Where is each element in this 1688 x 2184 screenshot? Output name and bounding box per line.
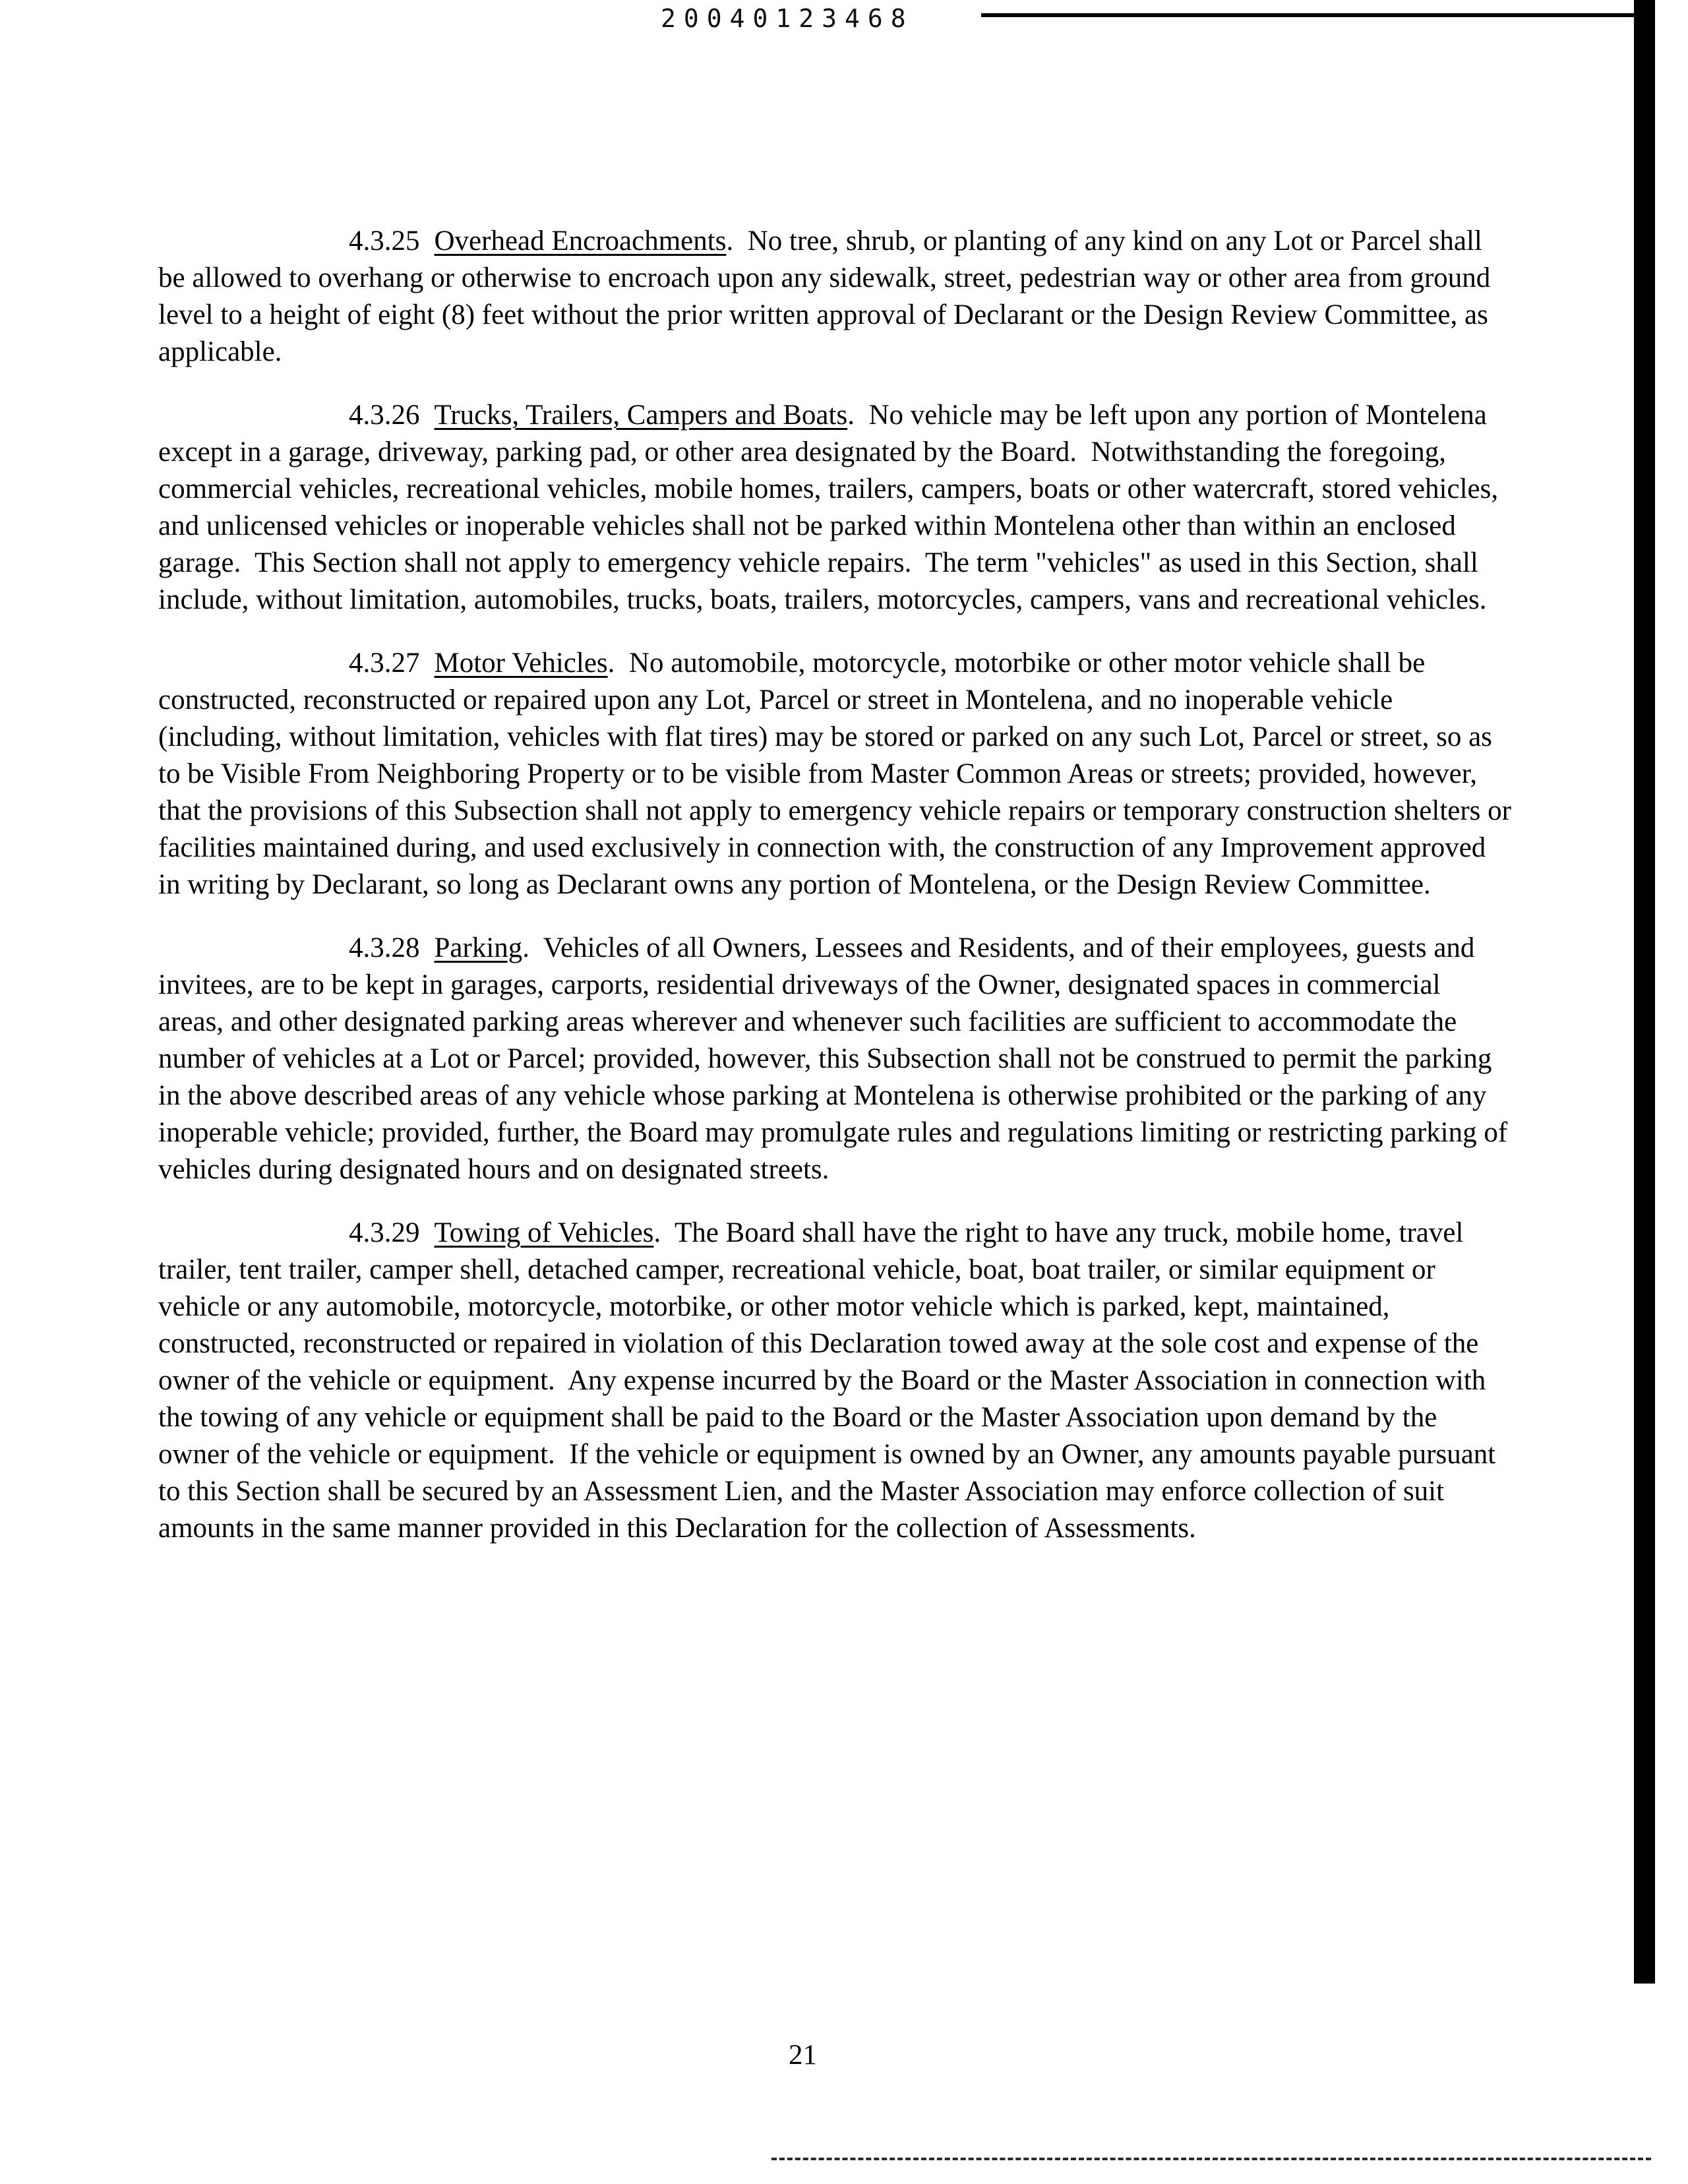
section-paragraph-4-3-27 — [158, 645, 1519, 903]
section-paragraph-4-3-28 — [158, 930, 1515, 1188]
section-body-text: . No vehicle may be left upon any portion of Montelena except in a garage, driveway, parking pad, or other area designated by the Board. Notwithstanding the foregoing, commercial vehicles, recreational vehicles, mobile homes, trailers, campers, boats or other watercraft, stored vehicles, and unlicensed vehicles or inoperable vehicles shall not be parked within Montelena other than within an enclosed garage. This Section shall not apply to emergency vehicle repairs. The term "vehicles" as used in this Section, shall include, without limitation, automobiles, trucks, boats, trailers, motorcycles, campers, vans and recreational vehicles. — [158, 400, 1505, 615]
section-body-text: . No automobile, motorcycle, motorbike or other motor vehicle shall be constructed, reconstructed or repaired upon any Lot, Parcel or street in Montelena, and no inoperable vehicle (including, without limitation, vehicles with flat tires) may be stored or parked on any such Lot, Parcel or street, so as to be Visible From Neighboring Property or to be visible from Master Common Areas or streets; provided, however, that the provisions of this Subsection shall not apply to emergency vehicle repairs or temporary construction shelters or facilities maintained during, and used exclusively in connection with, the construction of any Improvement approved in writing by Declarant, so long as Declarant owns any portion of Montelena, or the Design Review Committee. — [158, 648, 1519, 900]
section-number: 4.3.28 — [349, 932, 420, 963]
bottom-dashed-rule — [771, 2158, 1651, 2160]
section-title: Trucks, Trailers, Campers and Boats — [434, 400, 848, 431]
section-title: Parking — [434, 932, 523, 963]
section-number: 4.3.25 — [349, 226, 420, 257]
section-body-text: . No tree, shrub, or planting of any kind on any Lot or Parcel shall be allowed to overhang or otherwise to encroach upon any sidewalk, street, pedestrian way or other area from ground level to a height of eight (8) feet without the prior written approval of Declarant or the Design Review Committee, as applicable. — [158, 226, 1498, 367]
section-number: 4.3.26 — [349, 400, 420, 431]
section-paragraph-4-3-26 — [158, 397, 1511, 619]
section-paragraph-4-3-29 — [158, 1215, 1511, 1547]
document-body — [158, 223, 1519, 1547]
page-number: 21 — [789, 2040, 817, 2071]
section-title: Overhead Encroachments — [434, 226, 727, 257]
section-body-text: . Vehicles of all Owners, Lessees and Residents, and of their employees, guests and invitees, are to be kept in garages, carports, residential driveways of the Owner, designated spaces in commercial areas, and other designated parking areas wherever and whenever such facilities are sufficient to accommodate the number of vehicles at a Lot or Parcel; provided, however, this Subsection shall not be construed to permit the parking in the above described areas of any vehicle whose parking at Montelena is otherwise prohibited or the parking of any inoperable vehicle; provided, further, the Board may promulgate rules and regulations limiting or restricting parking of vehicles during designated hours and on designated streets. — [158, 932, 1515, 1185]
section-body-text: . The Board shall have the right to have any truck, mobile home, travel trailer, tent trailer, camper shell, detached camper, recreational vehicle, boat, boat trailer, or similar equipment or vehicle or any automobile, motorcycle, motorbike, or other motor vehicle which is parked, kept, maintained, constructed, reconstructed or repaired in violation of this Declaration towed away at the sole cost and expense of the owner of the vehicle or equipment. Any expense incurred by the Board or the Master Association in connection with the towing of any vehicle or equipment shall be paid to the Board or the Master Association upon demand by the owner of the vehicle or equipment. If the vehicle or equipment is owned by an Owner, any amounts payable pursuant to this Section shall be secured by an Assessment Lien, and the Master Association may enforce collection of suit amounts in the same manner provided in this Declaration for the collection of Assessments. — [158, 1217, 1503, 1544]
section-title: Towing of Vehicles — [434, 1217, 654, 1248]
scan-edge-bar — [1634, 0, 1655, 1984]
section-number: 4.3.27 — [349, 648, 420, 679]
section-paragraph-4-3-25 — [158, 223, 1511, 371]
top-rule — [981, 13, 1654, 17]
doc-number: 20040123468 — [661, 4, 914, 33]
section-title: Motor Vehicles — [434, 648, 608, 679]
section-number: 4.3.29 — [349, 1217, 420, 1248]
